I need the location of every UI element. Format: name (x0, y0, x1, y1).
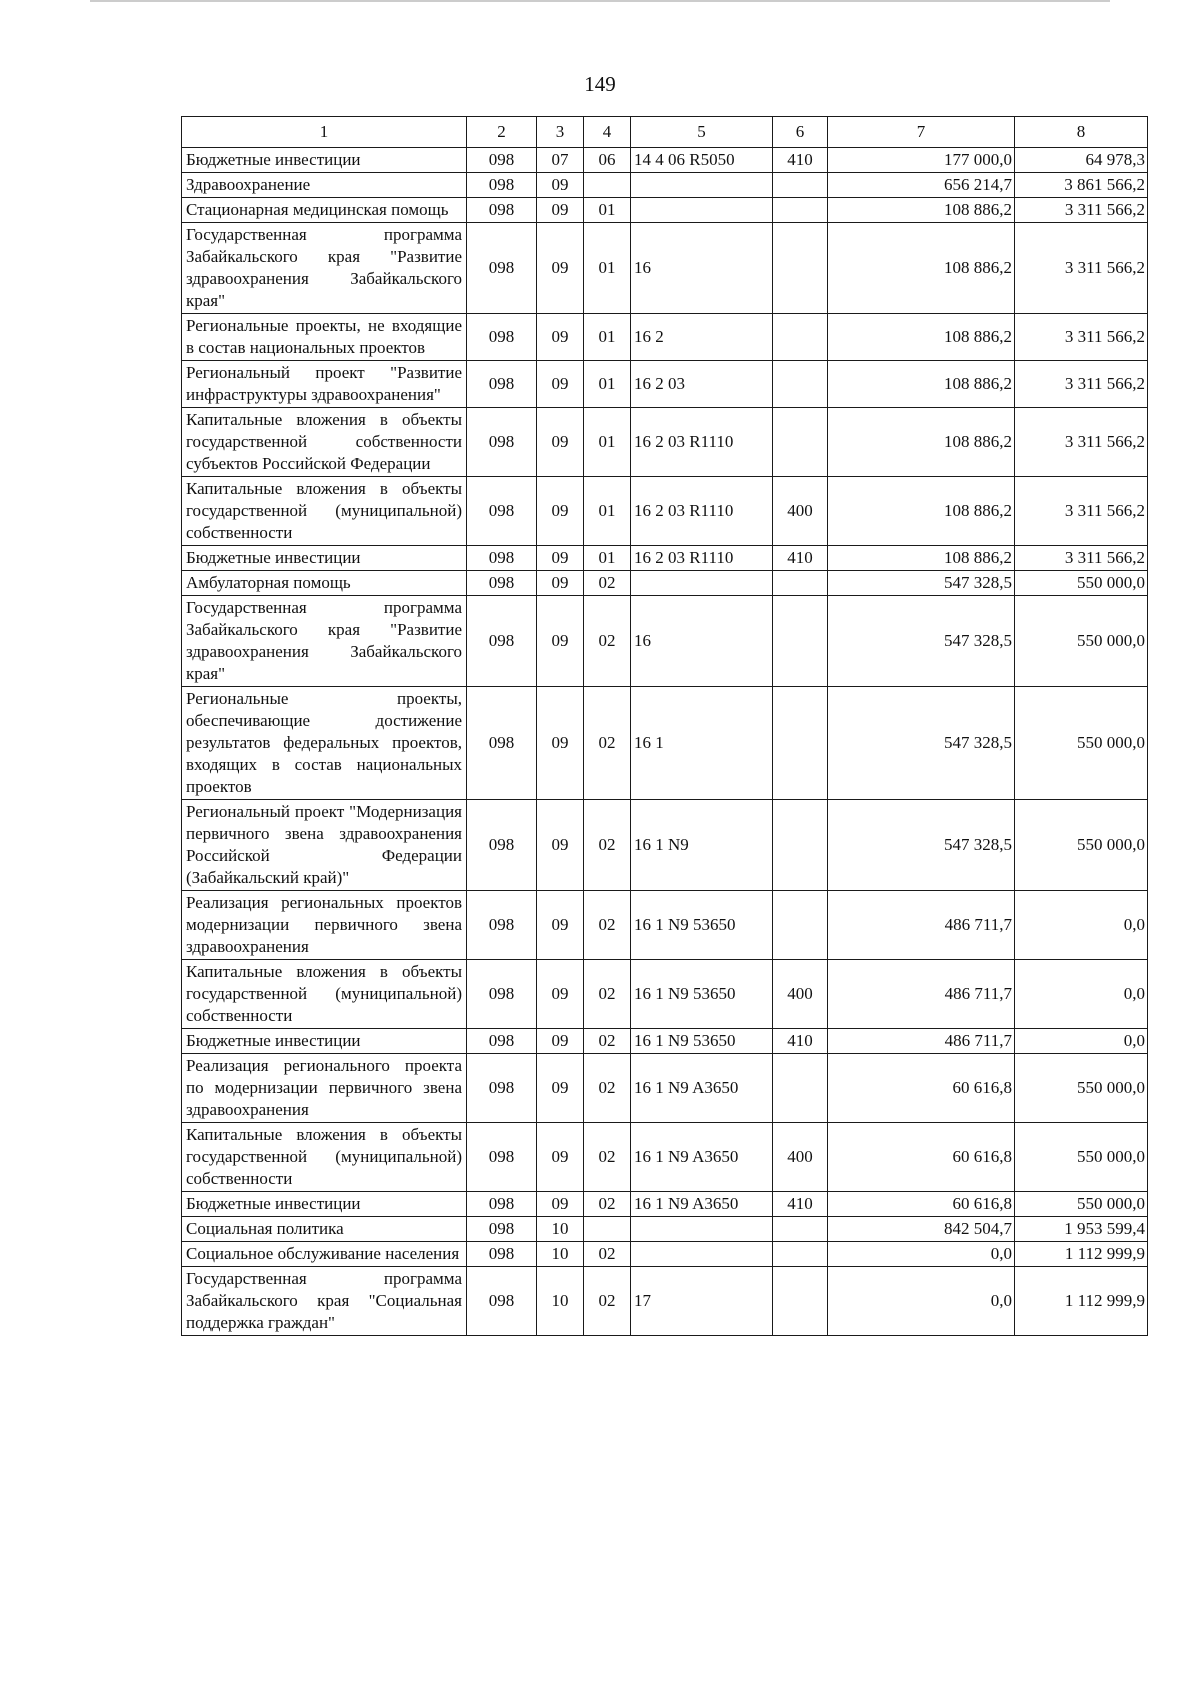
target-article-cell (631, 1217, 773, 1242)
admin-code-cell: 098 (467, 148, 537, 173)
subsection-cell: 02 (584, 1029, 631, 1054)
row-name-cell: Реализация регионального проекта по модернизации первичного звена здравоохранения (182, 1054, 467, 1123)
target-article-cell: 16 1 N9 53650 (631, 891, 773, 960)
amount-2021-cell: 486 711,7 (828, 1029, 1015, 1054)
amount-2022-cell: 1 953 599,4 (1015, 1217, 1148, 1242)
row-name-cell: Региональный проект "Развитие инфраструктуры здравоохранения" (182, 361, 467, 408)
admin-code-cell: 098 (467, 1054, 537, 1123)
section-cell: 09 (537, 361, 584, 408)
expense-type-cell (773, 687, 828, 800)
section-cell: 09 (537, 1054, 584, 1123)
expense-type-cell: 410 (773, 1192, 828, 1217)
admin-code-cell: 098 (467, 361, 537, 408)
amount-2021-cell: 108 886,2 (828, 361, 1015, 408)
section-cell: 09 (537, 1029, 584, 1054)
row-name-cell: Бюджетные инвестиции (182, 546, 467, 571)
row-name-cell: Бюджетные инвестиции (182, 1192, 467, 1217)
target-article-cell: 16 1 (631, 687, 773, 800)
subsection-cell: 02 (584, 687, 631, 800)
amount-2022-cell: 1 112 999,9 (1015, 1242, 1148, 1267)
section-cell: 09 (537, 571, 584, 596)
amount-2022-cell: 550 000,0 (1015, 1054, 1148, 1123)
row-name-cell: Капитальные вложения в объекты государственной (муниципальной) собственности (182, 1123, 467, 1192)
section-cell: 09 (537, 960, 584, 1029)
target-article-cell (631, 173, 773, 198)
subsection-cell (584, 173, 631, 198)
target-article-cell: 16 (631, 223, 773, 314)
amount-2021-cell: 486 711,7 (828, 960, 1015, 1029)
expense-type-cell (773, 891, 828, 960)
amount-2022-cell: 0,0 (1015, 1029, 1148, 1054)
amount-2022-cell: 1 112 999,9 (1015, 1267, 1148, 1336)
expense-type-cell (773, 800, 828, 891)
amount-2021-cell: 60 616,8 (828, 1054, 1015, 1123)
section-cell: 09 (537, 891, 584, 960)
subsection-cell: 06 (584, 148, 631, 173)
amount-2022-cell: 3 311 566,2 (1015, 361, 1148, 408)
column-header: 6 (773, 117, 828, 148)
target-article-cell: 16 1 N9 A3650 (631, 1054, 773, 1123)
row-name-cell: Государственная программа Забайкальского края "Социальная поддержка граждан" (182, 1267, 467, 1336)
expense-type-cell (773, 361, 828, 408)
table-row (182, 223, 1148, 314)
table-row (182, 1054, 1148, 1123)
section-cell: 09 (537, 1123, 584, 1192)
target-article-cell: 16 2 03 R1110 (631, 477, 773, 546)
target-article-cell: 17 (631, 1267, 773, 1336)
admin-code-cell: 098 (467, 1192, 537, 1217)
amount-2021-cell: 656 214,7 (828, 173, 1015, 198)
table-row (182, 173, 1148, 198)
admin-code-cell: 098 (467, 1217, 537, 1242)
expense-type-cell (773, 1054, 828, 1123)
amount-2021-cell: 60 616,8 (828, 1192, 1015, 1217)
table-header-row (182, 117, 1148, 148)
admin-code-cell: 098 (467, 408, 537, 477)
amount-2022-cell: 3 311 566,2 (1015, 198, 1148, 223)
admin-code-cell: 098 (467, 800, 537, 891)
amount-2022-cell: 550 000,0 (1015, 687, 1148, 800)
amount-2021-cell: 60 616,8 (828, 1123, 1015, 1192)
expense-type-cell (773, 223, 828, 314)
row-name-cell: Региональные проекты, обеспечивающие достижение результатов федеральных проектов, входящих в состав национальных проектов (182, 687, 467, 800)
section-cell: 09 (537, 198, 584, 223)
amount-2022-cell: 0,0 (1015, 891, 1148, 960)
section-cell: 09 (537, 223, 584, 314)
section-cell: 09 (537, 800, 584, 891)
amount-2021-cell: 0,0 (828, 1267, 1015, 1336)
target-article-cell: 16 1 N9 53650 (631, 1029, 773, 1054)
row-name-cell: Амбулаторная помощь (182, 571, 467, 596)
amount-2021-cell: 108 886,2 (828, 408, 1015, 477)
section-cell: 09 (537, 1192, 584, 1217)
admin-code-cell: 098 (467, 314, 537, 361)
subsection-cell: 01 (584, 477, 631, 546)
amount-2021-cell: 177 000,0 (828, 148, 1015, 173)
amount-2022-cell: 550 000,0 (1015, 800, 1148, 891)
amount-2021-cell: 108 886,2 (828, 314, 1015, 361)
row-name-cell: Социальная политика (182, 1217, 467, 1242)
amount-2022-cell: 0,0 (1015, 960, 1148, 1029)
subsection-cell (584, 1217, 631, 1242)
amount-2021-cell: 486 711,7 (828, 891, 1015, 960)
target-article-cell: 16 1 N9 (631, 800, 773, 891)
section-cell: 10 (537, 1217, 584, 1242)
table-row (182, 314, 1148, 361)
row-name-cell: Бюджетные инвестиции (182, 1029, 467, 1054)
admin-code-cell: 098 (467, 198, 537, 223)
table-row (182, 1242, 1148, 1267)
budget-table (181, 116, 1148, 1336)
subsection-cell: 01 (584, 198, 631, 223)
table-row (182, 1217, 1148, 1242)
section-cell: 09 (537, 596, 584, 687)
table-row (182, 408, 1148, 477)
row-name-cell: Государственная программа Забайкальского края "Развитие здравоохранения Забайкальского края" (182, 596, 467, 687)
expense-type-cell (773, 408, 828, 477)
expense-type-cell (773, 1267, 828, 1336)
admin-code-cell: 098 (467, 477, 537, 546)
expense-type-cell: 410 (773, 148, 828, 173)
expense-type-cell (773, 173, 828, 198)
table-row (182, 477, 1148, 546)
admin-code-cell: 098 (467, 1123, 537, 1192)
table-row (182, 148, 1148, 173)
amount-2021-cell: 547 328,5 (828, 596, 1015, 687)
row-name-cell: Реализация региональных проектов модернизации первичного звена здравоохранения (182, 891, 467, 960)
subsection-cell: 01 (584, 314, 631, 361)
row-name-cell: Здравоохранение (182, 173, 467, 198)
expense-type-cell (773, 198, 828, 223)
table-body (182, 148, 1148, 1336)
section-cell: 09 (537, 173, 584, 198)
expense-type-cell (773, 1217, 828, 1242)
column-header: 7 (828, 117, 1015, 148)
expense-type-cell: 400 (773, 960, 828, 1029)
row-name-cell: Бюджетные инвестиции (182, 148, 467, 173)
target-article-cell: 16 2 03 R1110 (631, 546, 773, 571)
column-header: 3 (537, 117, 584, 148)
amount-2021-cell: 547 328,5 (828, 800, 1015, 891)
section-cell: 07 (537, 148, 584, 173)
table-row (182, 546, 1148, 571)
expense-type-cell: 410 (773, 1029, 828, 1054)
column-header: 2 (467, 117, 537, 148)
column-header: 1 (182, 117, 467, 148)
target-article-cell: 16 (631, 596, 773, 687)
row-name-cell: Региональный проект "Модернизация первичного звена здравоохранения Российской Федерации (Забайкальский край)" (182, 800, 467, 891)
column-header: 4 (584, 117, 631, 148)
admin-code-cell: 098 (467, 173, 537, 198)
admin-code-cell: 098 (467, 891, 537, 960)
expense-type-cell (773, 596, 828, 687)
expense-type-cell (773, 314, 828, 361)
amount-2021-cell: 547 328,5 (828, 687, 1015, 800)
section-cell: 09 (537, 477, 584, 546)
table-row (182, 1029, 1148, 1054)
expense-type-cell: 400 (773, 477, 828, 546)
table-row (182, 1192, 1148, 1217)
section-cell: 09 (537, 314, 584, 361)
amount-2022-cell: 3 311 566,2 (1015, 546, 1148, 571)
table-row (182, 1123, 1148, 1192)
row-name-cell: Государственная программа Забайкальского края "Развитие здравоохранения Забайкальского края" (182, 223, 467, 314)
amount-2022-cell: 3 311 566,2 (1015, 408, 1148, 477)
target-article-cell: 16 1 N9 A3650 (631, 1192, 773, 1217)
amount-2022-cell: 64 978,3 (1015, 148, 1148, 173)
row-name-cell: Региональные проекты, не входящие в состав национальных проектов (182, 314, 467, 361)
target-article-cell (631, 1242, 773, 1267)
subsection-cell: 02 (584, 960, 631, 1029)
section-cell: 09 (537, 687, 584, 800)
subsection-cell: 01 (584, 223, 631, 314)
subsection-cell: 02 (584, 1267, 631, 1336)
column-header: 8 (1015, 117, 1148, 148)
admin-code-cell: 098 (467, 546, 537, 571)
section-cell: 10 (537, 1242, 584, 1267)
admin-code-cell: 098 (467, 1029, 537, 1054)
expense-type-cell (773, 1242, 828, 1267)
amount-2022-cell: 550 000,0 (1015, 1192, 1148, 1217)
table-row (182, 596, 1148, 687)
subsection-cell: 01 (584, 408, 631, 477)
admin-code-cell: 098 (467, 596, 537, 687)
table-row (182, 198, 1148, 223)
table-row (182, 687, 1148, 800)
row-name-cell: Социальное обслуживание населения (182, 1242, 467, 1267)
amount-2022-cell: 3 861 566,2 (1015, 173, 1148, 198)
amount-2022-cell: 550 000,0 (1015, 1123, 1148, 1192)
amount-2021-cell: 842 504,7 (828, 1217, 1015, 1242)
amount-2021-cell: 108 886,2 (828, 546, 1015, 571)
target-article-cell: 14 4 06 R5050 (631, 148, 773, 173)
amount-2021-cell: 0,0 (828, 1242, 1015, 1267)
table-row (182, 361, 1148, 408)
admin-code-cell: 098 (467, 687, 537, 800)
section-cell: 10 (537, 1267, 584, 1336)
section-cell: 09 (537, 546, 584, 571)
table-row (182, 800, 1148, 891)
admin-code-cell: 098 (467, 960, 537, 1029)
row-name-cell: Стационарная медицинская помощь (182, 198, 467, 223)
expense-type-cell (773, 571, 828, 596)
amount-2022-cell: 3 311 566,2 (1015, 477, 1148, 546)
subsection-cell: 02 (584, 891, 631, 960)
subsection-cell: 02 (584, 1054, 631, 1123)
subsection-cell: 01 (584, 546, 631, 571)
amount-2021-cell: 108 886,2 (828, 198, 1015, 223)
subsection-cell: 02 (584, 1192, 631, 1217)
amount-2022-cell: 3 311 566,2 (1015, 223, 1148, 314)
expense-type-cell: 410 (773, 546, 828, 571)
scan-edge-line (90, 0, 1110, 2)
amount-2021-cell: 108 886,2 (828, 477, 1015, 546)
amount-2022-cell: 3 311 566,2 (1015, 314, 1148, 361)
subsection-cell: 02 (584, 571, 631, 596)
target-article-cell (631, 571, 773, 596)
subsection-cell: 01 (584, 361, 631, 408)
subsection-cell: 02 (584, 800, 631, 891)
page-number: 149 (584, 72, 616, 96)
target-article-cell: 16 2 (631, 314, 773, 361)
table-row (182, 571, 1148, 596)
target-article-cell: 16 2 03 (631, 361, 773, 408)
admin-code-cell: 098 (467, 1267, 537, 1336)
subsection-cell: 02 (584, 1123, 631, 1192)
row-name-cell: Капитальные вложения в объекты государственной (муниципальной) собственности (182, 477, 467, 546)
table-row (182, 960, 1148, 1029)
amount-2021-cell: 108 886,2 (828, 223, 1015, 314)
admin-code-cell: 098 (467, 571, 537, 596)
row-name-cell: Капитальные вложения в объекты государственной собственности субъектов Российской Федерации (182, 408, 467, 477)
column-header: 5 (631, 117, 773, 148)
amount-2021-cell: 547 328,5 (828, 571, 1015, 596)
target-article-cell: 16 1 N9 53650 (631, 960, 773, 1029)
expense-type-cell: 400 (773, 1123, 828, 1192)
subsection-cell: 02 (584, 596, 631, 687)
amount-2022-cell: 550 000,0 (1015, 596, 1148, 687)
row-name-cell: Капитальные вложения в объекты государственной (муниципальной) собственности (182, 960, 467, 1029)
target-article-cell: 16 2 03 R1110 (631, 408, 773, 477)
amount-2022-cell: 550 000,0 (1015, 571, 1148, 596)
admin-code-cell: 098 (467, 1242, 537, 1267)
section-cell: 09 (537, 408, 584, 477)
admin-code-cell: 098 (467, 223, 537, 314)
target-article-cell (631, 198, 773, 223)
target-article-cell: 16 1 N9 A3650 (631, 1123, 773, 1192)
table-row (182, 891, 1148, 960)
subsection-cell: 02 (584, 1242, 631, 1267)
table-row (182, 1267, 1148, 1336)
